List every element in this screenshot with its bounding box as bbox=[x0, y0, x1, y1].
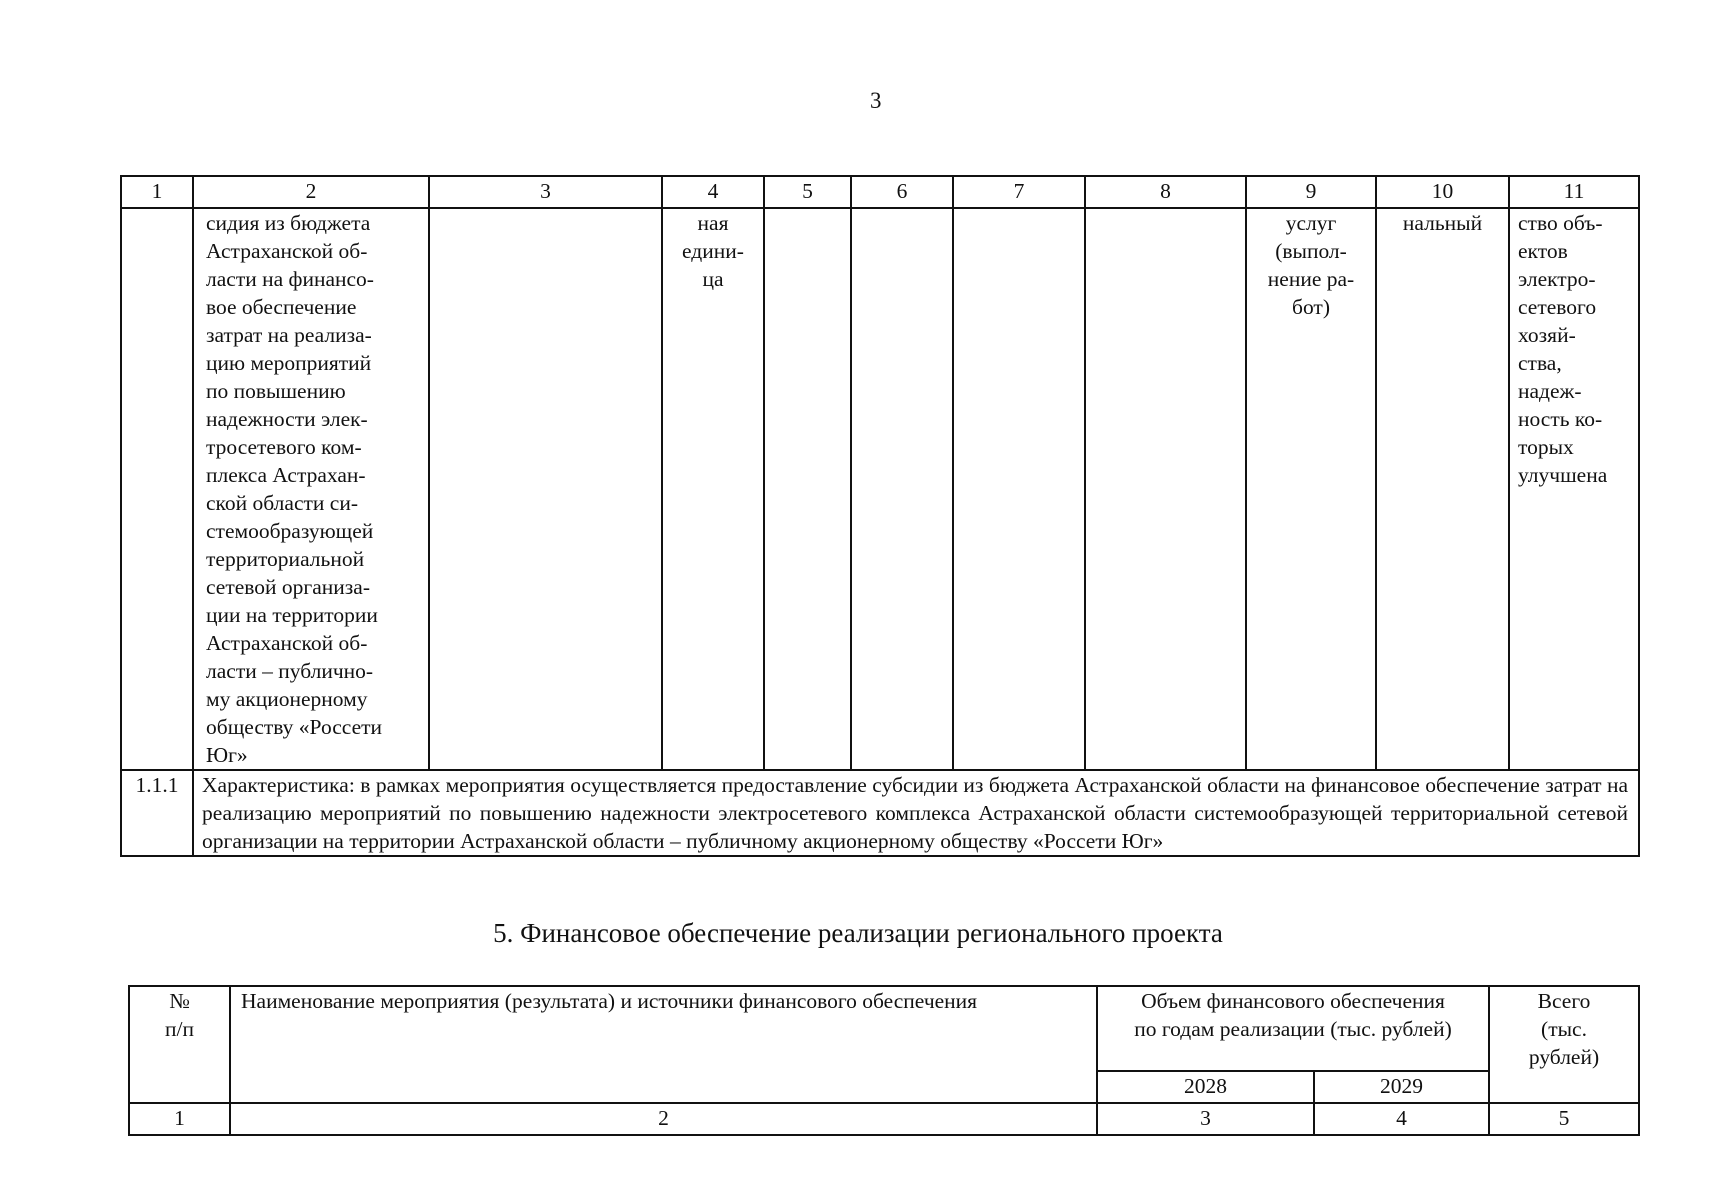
table-cell bbox=[953, 208, 1085, 770]
header-cell: 11 bbox=[1509, 176, 1639, 208]
header-cell: 2 bbox=[193, 176, 429, 208]
header-cell: 8 bbox=[1085, 176, 1246, 208]
measure-name-cell: сидия из бюджета Астраханской об- ласти на финансо- вое обеспечение затрат на реализа- цию мероприятий по повышению надежности элек- тросетевого ком- плекса Астрахан- ской области си- стемообразующей территориальной сетевой организа- ции на территории Астраханской об- ласти – публично- му акционерному обществу «Россети Юг» bbox=[193, 208, 429, 770]
header-cell: 7 bbox=[953, 176, 1085, 208]
table-cell bbox=[121, 208, 193, 770]
number-header: № п/п bbox=[129, 986, 230, 1103]
table-cell bbox=[764, 208, 851, 770]
table-row bbox=[121, 208, 1639, 770]
table-cell bbox=[1085, 208, 1246, 770]
characteristic-text: Характеристика: в рамках мероприятия осуществляется предоставление субсидии из бюджета Астраханской области на финансовое обеспечение затрат на реализацию мероприятий по повышению надежности электросетевого комплекса Астраханской области системообразующей территориальной сетевой организации на территории Астраханской области – публичному акционерному обществу «Россети Юг» bbox=[193, 770, 1639, 856]
name-header: Наименование мероприятия (результата) и источники финансового обеспечения bbox=[230, 986, 1097, 1103]
header-cell: 9 bbox=[1246, 176, 1376, 208]
header-cell: 10 bbox=[1376, 176, 1509, 208]
characteristic-row bbox=[121, 770, 1639, 856]
service-type-cell: услуг (выпол- нение ра- бот) bbox=[1246, 208, 1376, 770]
header-cell: 1 bbox=[121, 176, 193, 208]
table-header-row bbox=[129, 986, 1639, 1071]
volume-header: Объем финансового обеспечения по годам реализации (тыс. рублей) bbox=[1097, 986, 1489, 1071]
column-numbering-row bbox=[121, 176, 1639, 208]
result-description-cell: ство объ- ектов электро- сетевого хозяй- ства, надеж- ность ко- торых улучшена bbox=[1509, 208, 1639, 770]
financing-table bbox=[128, 985, 1640, 1136]
col10-cell: нальный bbox=[1376, 208, 1509, 770]
row-number: 1.1.1 bbox=[121, 770, 193, 856]
year-header: 2028 bbox=[1097, 1071, 1314, 1103]
unit-cell: ная едини- ца bbox=[662, 208, 764, 770]
year-header: 2029 bbox=[1314, 1071, 1489, 1103]
numbering-cell: 4 bbox=[1314, 1103, 1489, 1135]
column-numbering-row bbox=[129, 1103, 1639, 1135]
numbering-cell: 2 bbox=[230, 1103, 1097, 1135]
table-cell bbox=[851, 208, 953, 770]
page-number: 3 bbox=[870, 88, 882, 113]
header-cell: 4 bbox=[662, 176, 764, 208]
results-table bbox=[120, 175, 1640, 857]
total-header: Всего (тыс. рублей) bbox=[1489, 986, 1639, 1103]
numbering-cell: 1 bbox=[129, 1103, 230, 1135]
header-cell: 5 bbox=[764, 176, 851, 208]
numbering-cell: 5 bbox=[1489, 1103, 1639, 1135]
numbering-cell: 3 bbox=[1097, 1103, 1314, 1135]
table-cell bbox=[429, 208, 662, 770]
section-title: 5. Финансовое обеспечение реализации регионального проекта bbox=[493, 918, 1223, 948]
header-cell: 6 bbox=[851, 176, 953, 208]
header-cell: 3 bbox=[429, 176, 662, 208]
